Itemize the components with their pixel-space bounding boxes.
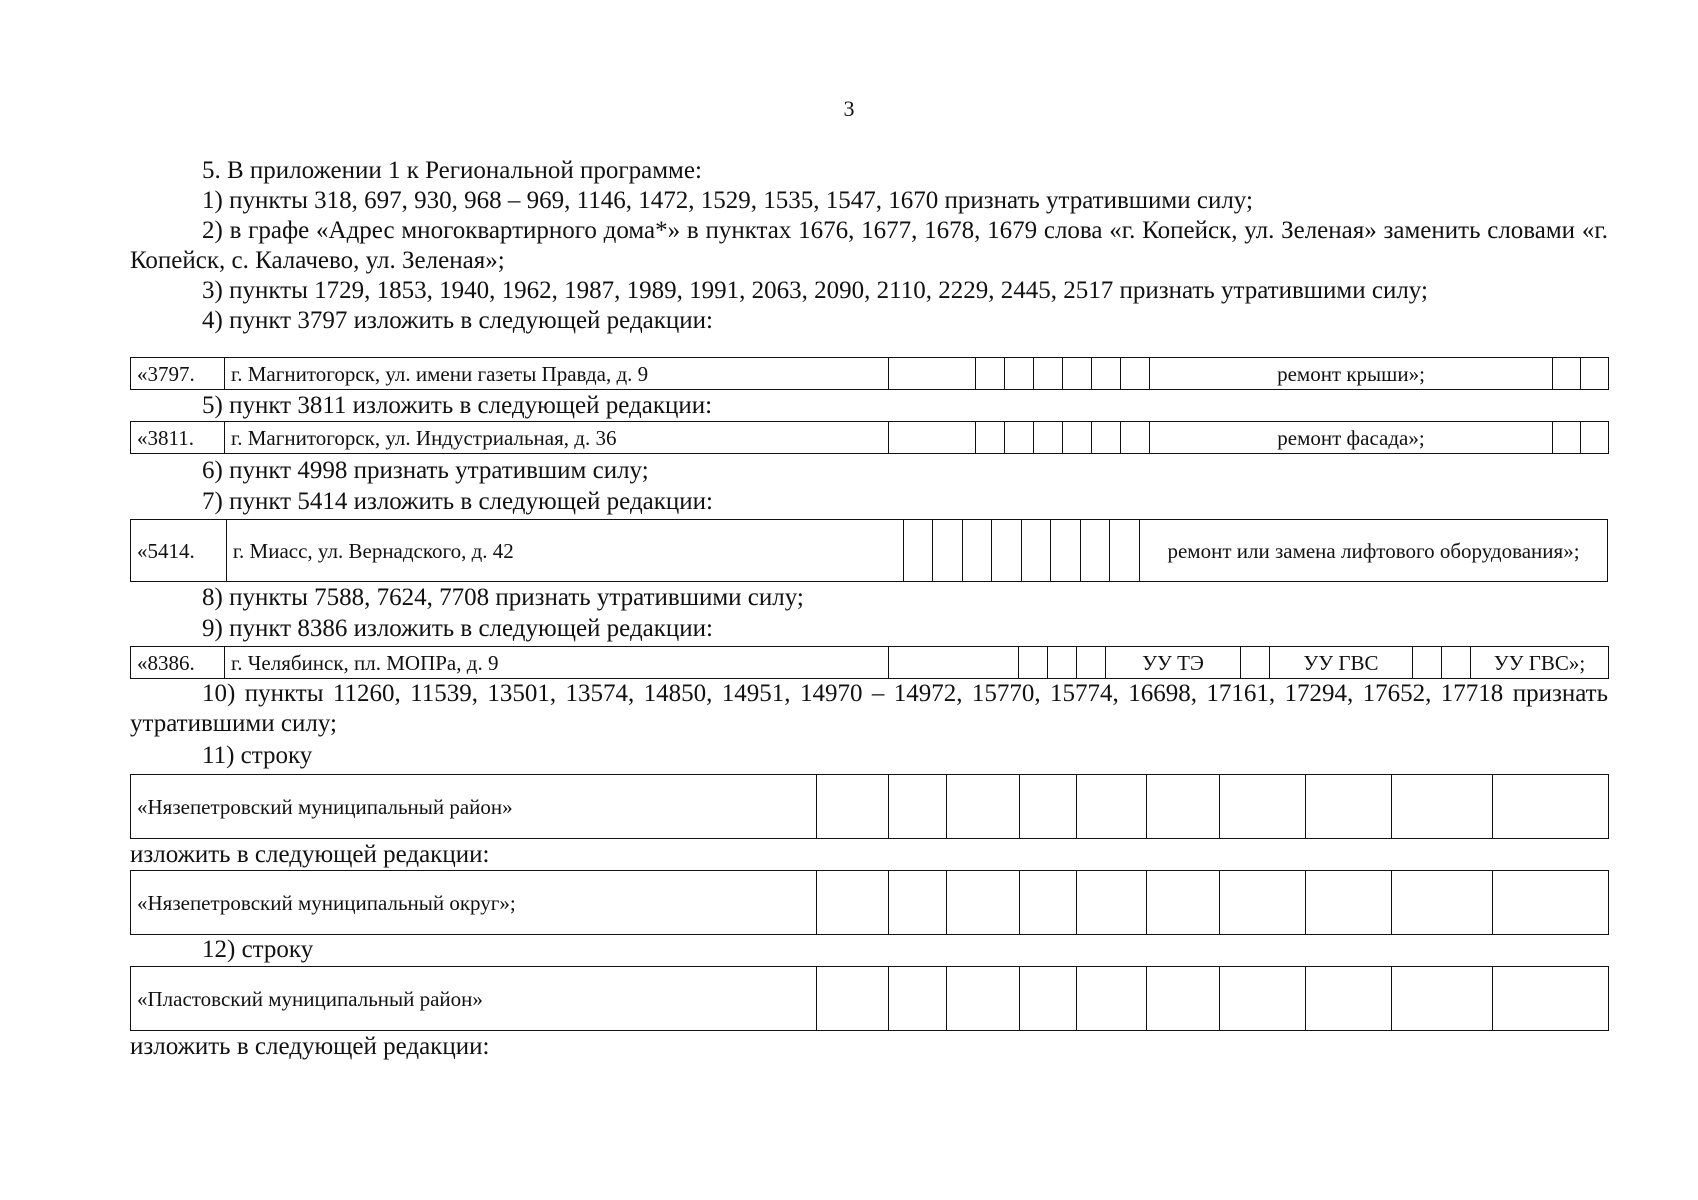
row-number: «5414. — [131, 520, 227, 582]
item-2: 2) в графе «Адрес многоквартирного дома*» в пунктах 1676, 1677, 1678, 1679 слова «г. Копейск, ул. Зеленая» заменить словами «г. Копейск, с. Калачево, ул. Зеленая»; — [130, 217, 1608, 274]
row-work-type: ремонт или замена лифтового оборудования»; — [1140, 520, 1608, 582]
table-row-8386 — [130, 646, 1609, 679]
row-work-type: ремонт фасада»; — [1150, 422, 1553, 454]
row-address: г. Миасс, ул. Вернадского, д. 42 — [226, 520, 903, 582]
item-3: 3) пункты 1729, 1853, 1940, 1962, 1987, 1989, 1991, 2063, 2090, 2110, 2229, 2445, 2517 признать утратившими силу; — [202, 277, 1428, 304]
item-1: 1) пункты 318, 697, 930, 968 – 969, 1146, 1472, 1529, 1535, 1547, 1670 признать утратившими силу; — [202, 187, 1253, 214]
table-row-nyazepetrovsky-old — [130, 774, 1609, 839]
item-8: 8) пункты 7588, 7624, 7708 признать утратившими силу; — [202, 584, 804, 611]
item-12: 12) строку — [202, 936, 314, 963]
row-municipality: «Нязепетровский муниципальный округ»; — [131, 871, 817, 935]
table-row-plastovsky-old — [130, 966, 1609, 1031]
row-address: г. Магнитогорск, ул. Индустриальная, д. 36 — [225, 422, 889, 454]
item-9: 9) пункт 8386 изложить в следующей редакции: — [202, 615, 713, 642]
row-cell-uu-gvs-end: УУ ГВС»; — [1471, 647, 1609, 679]
row-number: «3797. — [131, 358, 225, 390]
item-4: 4) пункт 3797 изложить в следующей редакции: — [202, 307, 713, 334]
row-number: «3811. — [131, 422, 225, 454]
replace-label-1: изложить в следующей редакции: — [130, 841, 490, 868]
table-row-5414 — [130, 519, 1608, 582]
row-work-type: ремонт крыши»; — [1150, 358, 1553, 390]
item-5: 5) пункт 3811 изложить в следующей редакции: — [202, 392, 713, 419]
row-address: г. Магнитогорск, ул. имени газеты Правда, д. 9 — [225, 358, 889, 390]
item-10: 10) пункты 11260, 11539, 13501, 13574, 14850, 14951, 14970 – 14972, 15770, 15774, 16698, 17161, 17294, 17652, 17718 признать утратившими силу; — [130, 680, 1608, 737]
item-6: 6) пункт 4998 признать утратившим силу; — [202, 457, 649, 484]
table-row-3797 — [130, 357, 1609, 390]
row-cell-uu-gvs: УУ ГВС — [1270, 647, 1413, 679]
row-cell-uu-te: УУ ТЭ — [1106, 647, 1241, 679]
row-address: г. Челябинск, пл. МОПРа, д. 9 — [225, 647, 889, 679]
row-number: «8386. — [131, 647, 225, 679]
row-municipality: «Пластовский муниципальный район» — [131, 967, 817, 1031]
replace-label-2: изложить в следующей редакции: — [130, 1033, 490, 1060]
item-11: 11) строку — [202, 742, 313, 769]
row-municipality: «Нязепетровский муниципальный район» — [131, 775, 817, 839]
item-7: 7) пункт 5414 изложить в следующей редакции: — [202, 488, 713, 515]
table-row-3811 — [130, 421, 1609, 454]
page-number: 3 — [843, 96, 855, 121]
table-row-nyazepetrovsky-new — [130, 870, 1609, 935]
section-5-heading: 5. В приложении 1 к Региональной программе: — [202, 157, 702, 184]
